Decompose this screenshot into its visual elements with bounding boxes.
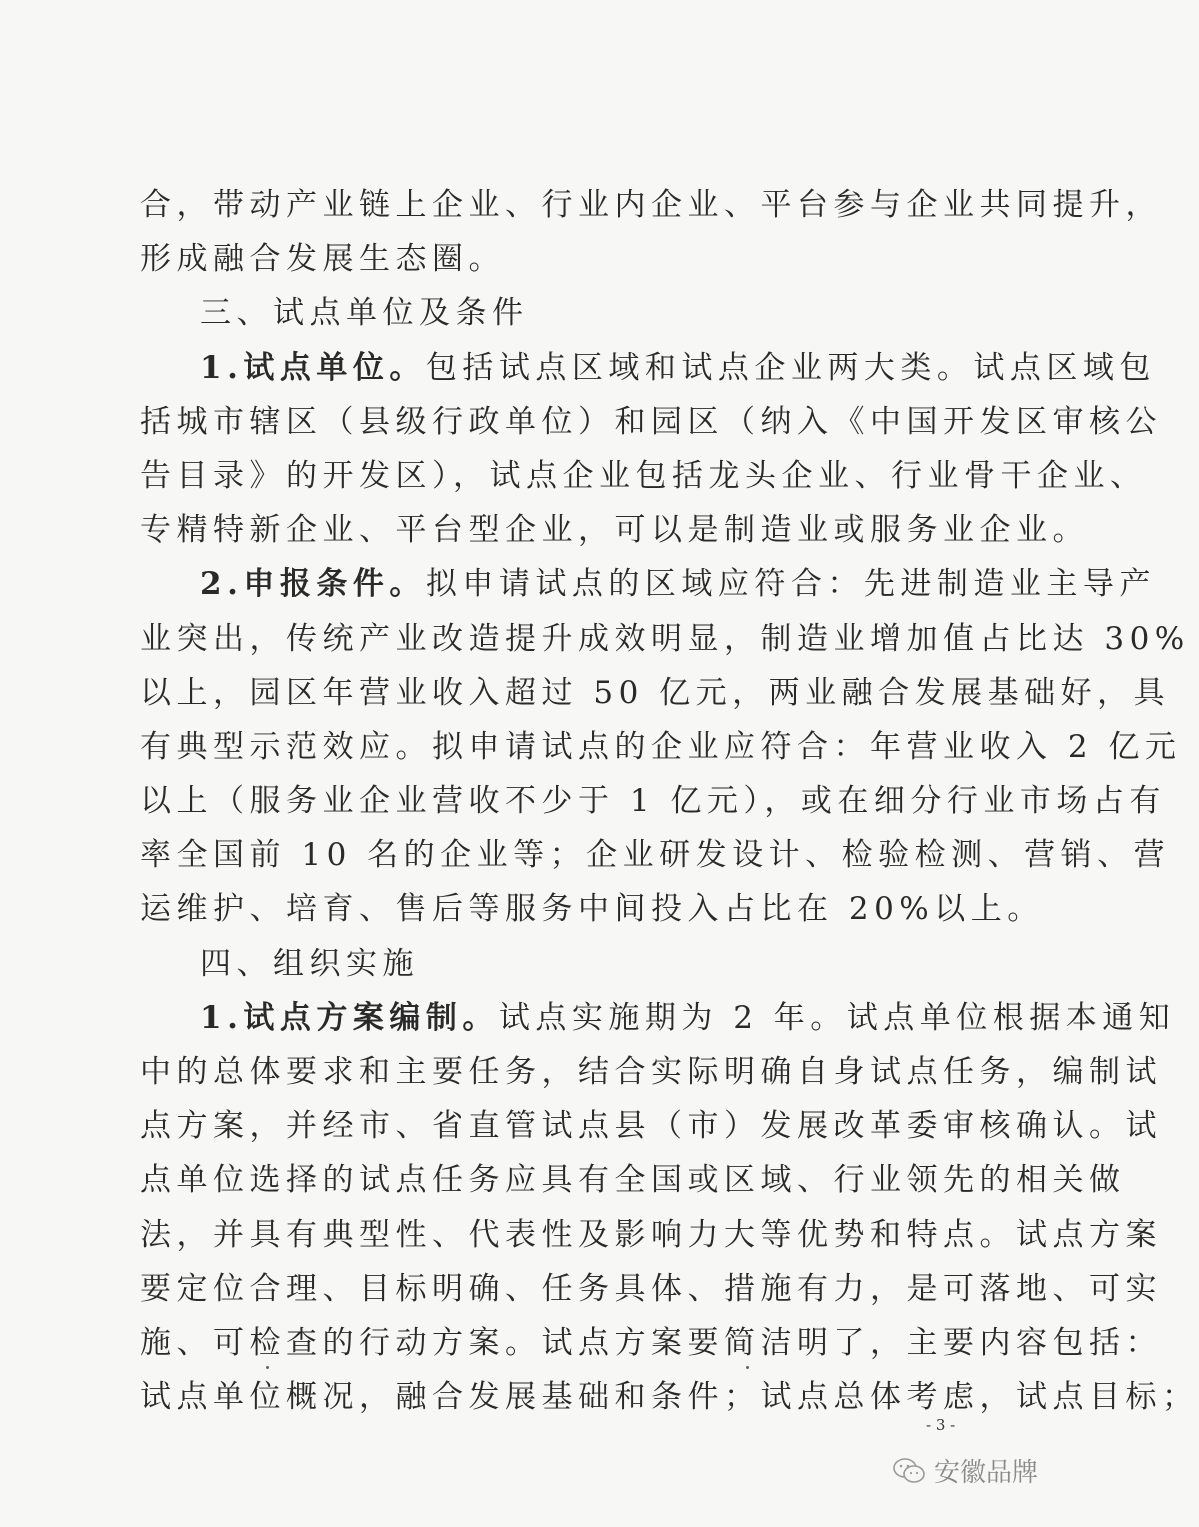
text-line bbox=[140, 666, 1171, 720]
text-line bbox=[140, 557, 1156, 611]
text-line bbox=[140, 341, 1156, 395]
text-line bbox=[140, 503, 1089, 557]
watermark-text: 安徽品牌 bbox=[934, 1458, 1039, 1488]
body-text: 四、组织实施 bbox=[200, 945, 419, 982]
body-text: 施、可检查的行动方案。试点方案要简洁明了，主要内容包括： bbox=[140, 1324, 1162, 1361]
text-line bbox=[140, 882, 1044, 936]
text-line bbox=[140, 720, 1182, 774]
body-text: 点方案，并经市、省直管试点县（市）发展改革委审核确认。试 bbox=[140, 1108, 1162, 1145]
bold-heading-text: 2.申报条件。 bbox=[200, 566, 426, 603]
body-text: 运维护、培育、售后等服务中间投入占比在 20%以上。 bbox=[140, 891, 1044, 928]
body-text: 告目录》的开发区），试点企业包括龙头企业、行业骨干企业、 bbox=[140, 457, 1147, 494]
paragraph bbox=[140, 341, 1162, 558]
text-line bbox=[140, 1370, 1199, 1424]
body-text: 合，带动产业链上企业、行业内企业、平台参与企业共同提升， bbox=[140, 187, 1162, 223]
text-line bbox=[140, 1153, 1126, 1207]
bold-heading-text: 1.试点单位。 bbox=[200, 349, 426, 386]
body-text: 括城市辖区（县级行政单位）和园区（纳入《中国开发区审核公 bbox=[140, 403, 1162, 440]
text-line bbox=[140, 1316, 1162, 1370]
text-line bbox=[140, 178, 1162, 232]
paragraph bbox=[140, 991, 1199, 1425]
wechat-icon bbox=[892, 1457, 926, 1485]
scan-speck bbox=[266, 1366, 269, 1369]
body-text: 业突出，传统产业改造提升成效明显，制造业增加值占比达 30% bbox=[140, 620, 1190, 657]
body-text: 中的总体要求和主要任务，结合实际明确自身试点任务，编制试 bbox=[140, 1054, 1162, 1090]
text-line bbox=[140, 828, 1171, 882]
bold-heading-text: 1.试点方案编制。 bbox=[200, 999, 499, 1036]
paragraph bbox=[140, 178, 1162, 286]
body-text: 有典型示范效应。拟申请试点的企业应符合：年营业收入 2 亿元 bbox=[140, 728, 1182, 765]
body-text: 要定位合理、目标明确、任务具体、措施有力，是可落地、可实 bbox=[140, 1270, 1162, 1307]
text-line bbox=[140, 1099, 1162, 1153]
paragraph bbox=[140, 286, 960, 340]
body-text: 试点单位概况，融合发展基础和条件；试点总体考虑，试点目标； bbox=[140, 1379, 1199, 1416]
scan-speck bbox=[746, 1366, 749, 1369]
body-text: 拟申请试点的区域应符合：先进制造业主导产 bbox=[425, 566, 1156, 603]
text-line bbox=[140, 1045, 1162, 1099]
body-text: 以上（服务业企业营收不少于 1 亿元），或在细分行业市场占有 bbox=[140, 783, 1166, 820]
text-line bbox=[140, 286, 960, 340]
body-text: 以上，园区年营业收入超过 50 亿元，两业融合发展基础好，具 bbox=[140, 674, 1171, 711]
text-line bbox=[140, 774, 1166, 828]
text-line bbox=[140, 1208, 1162, 1262]
text-line bbox=[140, 449, 1147, 503]
paragraph bbox=[140, 937, 960, 991]
body-text: 专精特新企业、平台型企业，可以是制造业或服务业企业。 bbox=[140, 512, 1089, 549]
body-text: 法，并具有典型性、代表性及影响力大等优势和特点。试点方案 bbox=[140, 1216, 1162, 1253]
paragraph bbox=[140, 557, 1190, 936]
text-line bbox=[140, 1262, 1162, 1316]
page-number: - 3 - bbox=[926, 1416, 956, 1434]
body-text: 率全国前 10 名的企业等；企业研发设计、检验检测、营销、营 bbox=[140, 837, 1171, 874]
body-text: 试点实施期为 2 年。试点单位根据本通知 bbox=[498, 999, 1176, 1036]
text-line bbox=[140, 395, 1162, 449]
text-line bbox=[140, 612, 1190, 666]
text-line bbox=[140, 232, 960, 286]
body-text: 三、试点单位及条件 bbox=[200, 295, 529, 332]
document-body bbox=[140, 178, 1199, 1424]
body-text: 包括试点区域和试点企业两大类。试点区域包 bbox=[425, 349, 1156, 386]
text-line bbox=[140, 937, 960, 991]
watermark bbox=[892, 1452, 1038, 1489]
text-line bbox=[140, 991, 1176, 1045]
body-text: 形成融合发展生态圈。 bbox=[140, 241, 505, 278]
body-text: 点单位选择的试点任务应具有全国或区域、行业领先的相关做 bbox=[140, 1162, 1126, 1199]
